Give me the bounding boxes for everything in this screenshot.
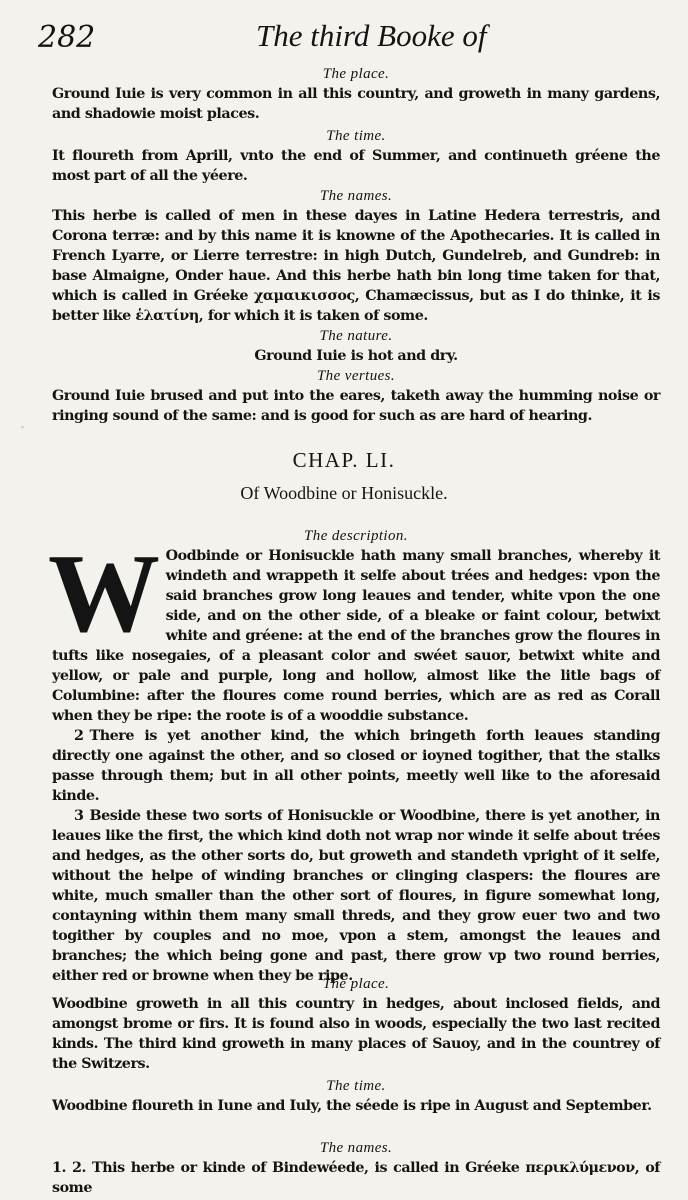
page-header bbox=[38, 14, 678, 62]
paragraph-text: Beside these two sorts of Honisuckle or Woodbine, there is yet another, in leaues like the first, the which kind doth not wrap nor winde it selfe about trées and hedges, as the other sorts do, but groweth and standeth vpright of it selfe, without the helpe of winding branches or clinging claspers: the floures are white, much smaller than the other sort of floures, in figure somewhat long, contayning within them many small threds, and they grow euer two and two togither by couples and no moe, vpon a stem, amongst the leaues and branches; the which being gone and past, there grow vp two round berries, either red or browne when they be ripe. bbox=[52, 808, 660, 984]
paragraph-lead-text: Oodbinde or Honisuckle hath many small branches, whereby it windeth and wrappeth it selfe about trées and hedges: vpon the said branches grow long leaues and tender, white vpon the one side, and on the other side, of a bleake or faint colour, betwixt white and bbox=[165, 548, 660, 644]
paragraph-number: 3 bbox=[74, 808, 84, 824]
drop-capital: W bbox=[48, 532, 160, 656]
section-text: Ground Iuie is hot and dry. bbox=[254, 348, 458, 364]
paragraph-number: 2 bbox=[74, 728, 84, 744]
page-number: 282 bbox=[38, 20, 96, 55]
section-heading: The nature. bbox=[319, 328, 393, 344]
section-text: Woodbine floureth in Iune and Iuly, the séede is ripe in August and September. bbox=[52, 1098, 652, 1114]
section-vertues-ground-ivy bbox=[52, 366, 660, 426]
chapter-title: CHAP. LI. bbox=[292, 448, 396, 472]
section-heading: The vertues. bbox=[316, 368, 396, 384]
section-text: Ground Iuie is very common in all this country, and groweth in many gardens, and shadowie moist places. bbox=[52, 86, 660, 122]
section-place-ground-ivy bbox=[52, 64, 660, 124]
section-text: Woodbine groweth in all this country in hedges, about inclosed fields, and amongst brome or firs. It is found also in woods, especially the two last recited kinds. The third kind groweth in many places of Sauoy, and in the countrey of the Switzers. bbox=[52, 996, 660, 1072]
description-paragraph-2 bbox=[52, 726, 660, 806]
section-names-woodbine bbox=[52, 1138, 660, 1198]
show-through-text: · bbox=[20, 420, 25, 436]
section-text: This herbe is called of men in these dayes in Latine Hedera terrestris, and Corona terræ: and by this name it is knowne of the Apothecaries. It is called in French Lyarre, or Lierre terrestre: in high Dutch, Gundelreb, and Gundreb: in base Almaigne, Onder haue. And this herbe hath bin long time taken for that, which is called in Gréeke χαμαικισσος, Chamæcissus, but as I do thinke, it is better like ἑλατίνη, for which it is taken of some. bbox=[52, 208, 660, 324]
paragraph-text: There is yet another kind, the which bringeth forth leaues standing directly one against the other, and so closed or ioyned togither, that the stalks passe through them; but in all other points, meetly well like to the aforesaid kinde. bbox=[52, 728, 660, 804]
section-heading: The place. bbox=[322, 976, 390, 992]
section-heading: The description. bbox=[304, 528, 408, 544]
section-nature-ground-ivy bbox=[52, 326, 660, 366]
section-names-ground-ivy bbox=[52, 186, 660, 326]
section-time-woodbine bbox=[52, 1076, 660, 1116]
section-description-woodbine bbox=[48, 526, 661, 986]
section-heading: The place. bbox=[322, 66, 390, 82]
paragraph-number: 1. 2. bbox=[52, 1160, 87, 1176]
paragraph-text: This herbe or kinde of Bindewéede, is called in Gréeke περικλύμενον, of some bbox=[52, 1160, 660, 1196]
description-paragraph-3 bbox=[52, 806, 660, 986]
section-heading: The time. bbox=[326, 128, 386, 144]
section-heading: The time. bbox=[326, 1078, 386, 1094]
section-text: It floureth from Aprill, vnto the end of Summer, and continueth gréene the most part of all the yéere. bbox=[52, 148, 660, 184]
section-text: Ground Iuie brused and put into the eares, taketh away the humming noise or ringing sound of the same: and is good for such as are hard of hearing. bbox=[52, 388, 660, 424]
section-text bbox=[52, 1158, 660, 1198]
paragraph-rest-text: gréene: at the end of the branches grow the floures in tufts like nosegaies, of a pleasant color and swéet sauor, betwixt white and yellow, or pale and purple, long and hollow, almost like the litle bags of Columbine: after the floures come round berries, which are as red as Corall when they be ripe: the roote is of a wooddie substance. bbox=[52, 628, 661, 724]
section-place-woodbine bbox=[52, 974, 660, 1074]
section-heading: The names. bbox=[319, 1140, 393, 1156]
running-head: The third Booke of bbox=[256, 18, 487, 53]
section-time-ground-ivy bbox=[52, 126, 660, 186]
section-heading: The names. bbox=[319, 188, 393, 204]
chapter-subtitle: Of Woodbine or Honisuckle. bbox=[240, 483, 448, 503]
